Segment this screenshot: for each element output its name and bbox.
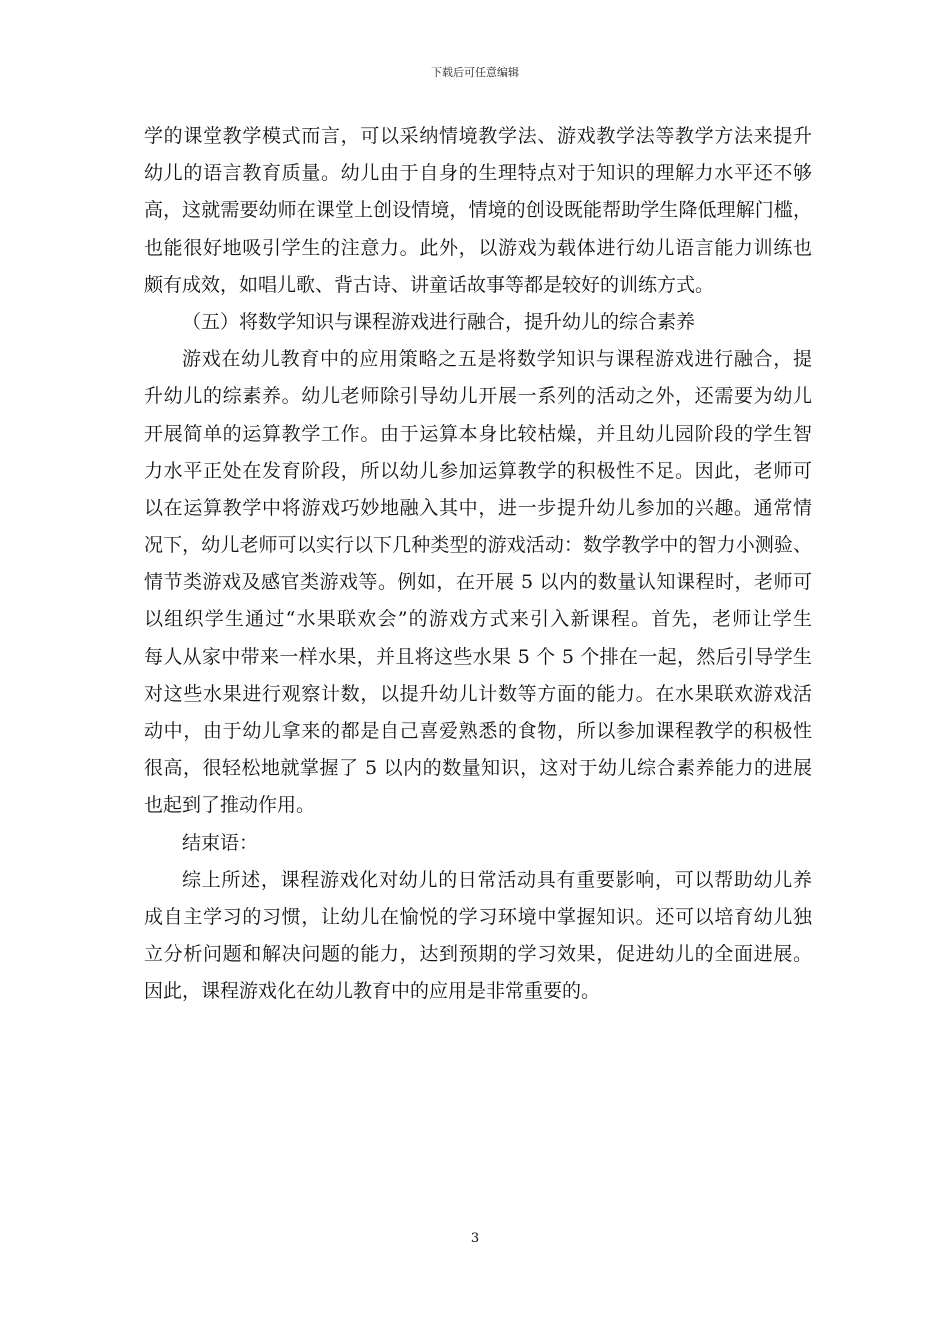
text-line: 成自主学习的习惯，让幼儿在愉悦的学习环境中掌握知识。还可以培育幼儿独 bbox=[144, 905, 812, 928]
text-line: 很高，很轻松地就掌握了 5 以内的数量知识，这对于幼儿综合素养能力的进展 bbox=[144, 757, 812, 780]
section-heading bbox=[144, 304, 812, 341]
text-line: 学的课堂教学模式而言，可以采纳情境教学法、游戏教学法等教学方法来提升 bbox=[144, 125, 812, 147]
conclusion-heading bbox=[144, 825, 812, 862]
text-line: 立分析问题和解决问题的能力，达到预期的学习效果，促进幼儿的全面进展。 bbox=[144, 943, 812, 966]
text-line: 颇有成效，如唱儿歌、背古诗、讲童话故事等都是较好的训练方式。 bbox=[144, 273, 715, 296]
text-line: 力水平正处在发育阶段，所以幼儿参加运算教学的积极性不足。因此，老师可 bbox=[144, 459, 812, 482]
text-line: 因此，课程游戏化在幼儿教育中的应用是非常重要的。 bbox=[144, 980, 601, 1003]
section-heading-text: （五）将数学知识与课程游戏进行融合，提升幼儿的综合素养 bbox=[182, 310, 696, 333]
text-line: 游戏在幼儿教育中的应用策略之五是将数学知识与课程游戏进行融合，提 bbox=[182, 348, 812, 371]
text-line: 幼儿的语言教育质量。幼儿由于自身的生理特点对于知识的理解力水平还不够 bbox=[144, 162, 812, 185]
conclusion-heading-text: 结束语： bbox=[182, 831, 259, 854]
text-line: 以在运算教学中将游戏巧妙地融入其中，进一步提升幼儿参加的兴趣。通常情 bbox=[144, 496, 812, 519]
text-line: 开展简单的运算教学工作。由于运算本身比较枯燥，并且幼儿园阶段的学生智 bbox=[144, 422, 812, 445]
text-line: 情节类游戏及感官类游戏等。例如，在开展 5 以内的数量认知课程时，老师可 bbox=[144, 571, 812, 594]
paragraph-conclusion bbox=[144, 862, 812, 1011]
body-text bbox=[144, 118, 812, 1011]
text-line: 高，这就需要幼师在课堂上创设情境，情境的创设既能帮助学生降低理解门槛， bbox=[144, 199, 812, 222]
page-number: 3 bbox=[470, 1231, 480, 1246]
text-line: 升幼儿的综素养。幼儿老师除引导幼儿开展一系列的活动之外，还需要为幼儿 bbox=[144, 385, 812, 408]
text-line: 也起到了推动作用。 bbox=[144, 794, 316, 817]
paragraph-continuation bbox=[144, 118, 812, 304]
text-line: 动中，由于幼儿拿来的都是自己喜爱熟悉的食物，所以参加课程教学的积极性 bbox=[144, 720, 812, 742]
text-line: 以组织学生通过“水果联欢会”的游戏方式来引入新课程。首先，老师让学生 bbox=[144, 608, 812, 631]
text-line: 综上所述，课程游戏化对幼儿的日常活动具有重要影响，可以帮助幼儿养 bbox=[182, 868, 812, 891]
text-line: 也能很好地吸引学生的注意力。此外，以游戏为载体进行幼儿语言能力训练也 bbox=[144, 236, 812, 259]
text-line: 每人从家中带来一样水果，并且将这些水果 5 个 5 个排在一起，然后引导学生 bbox=[144, 645, 812, 668]
paragraph-math-games bbox=[144, 341, 812, 824]
text-line: 对这些水果进行观察计数，以提升幼儿计数等方面的能力。在水果联欢游戏活 bbox=[144, 682, 812, 705]
page-header: 下载后可任意编辑 bbox=[431, 66, 519, 79]
text-line: 况下，幼儿老师可以实行以下几种类型的游戏活动：数学教学中的智力小测验、 bbox=[144, 534, 812, 557]
